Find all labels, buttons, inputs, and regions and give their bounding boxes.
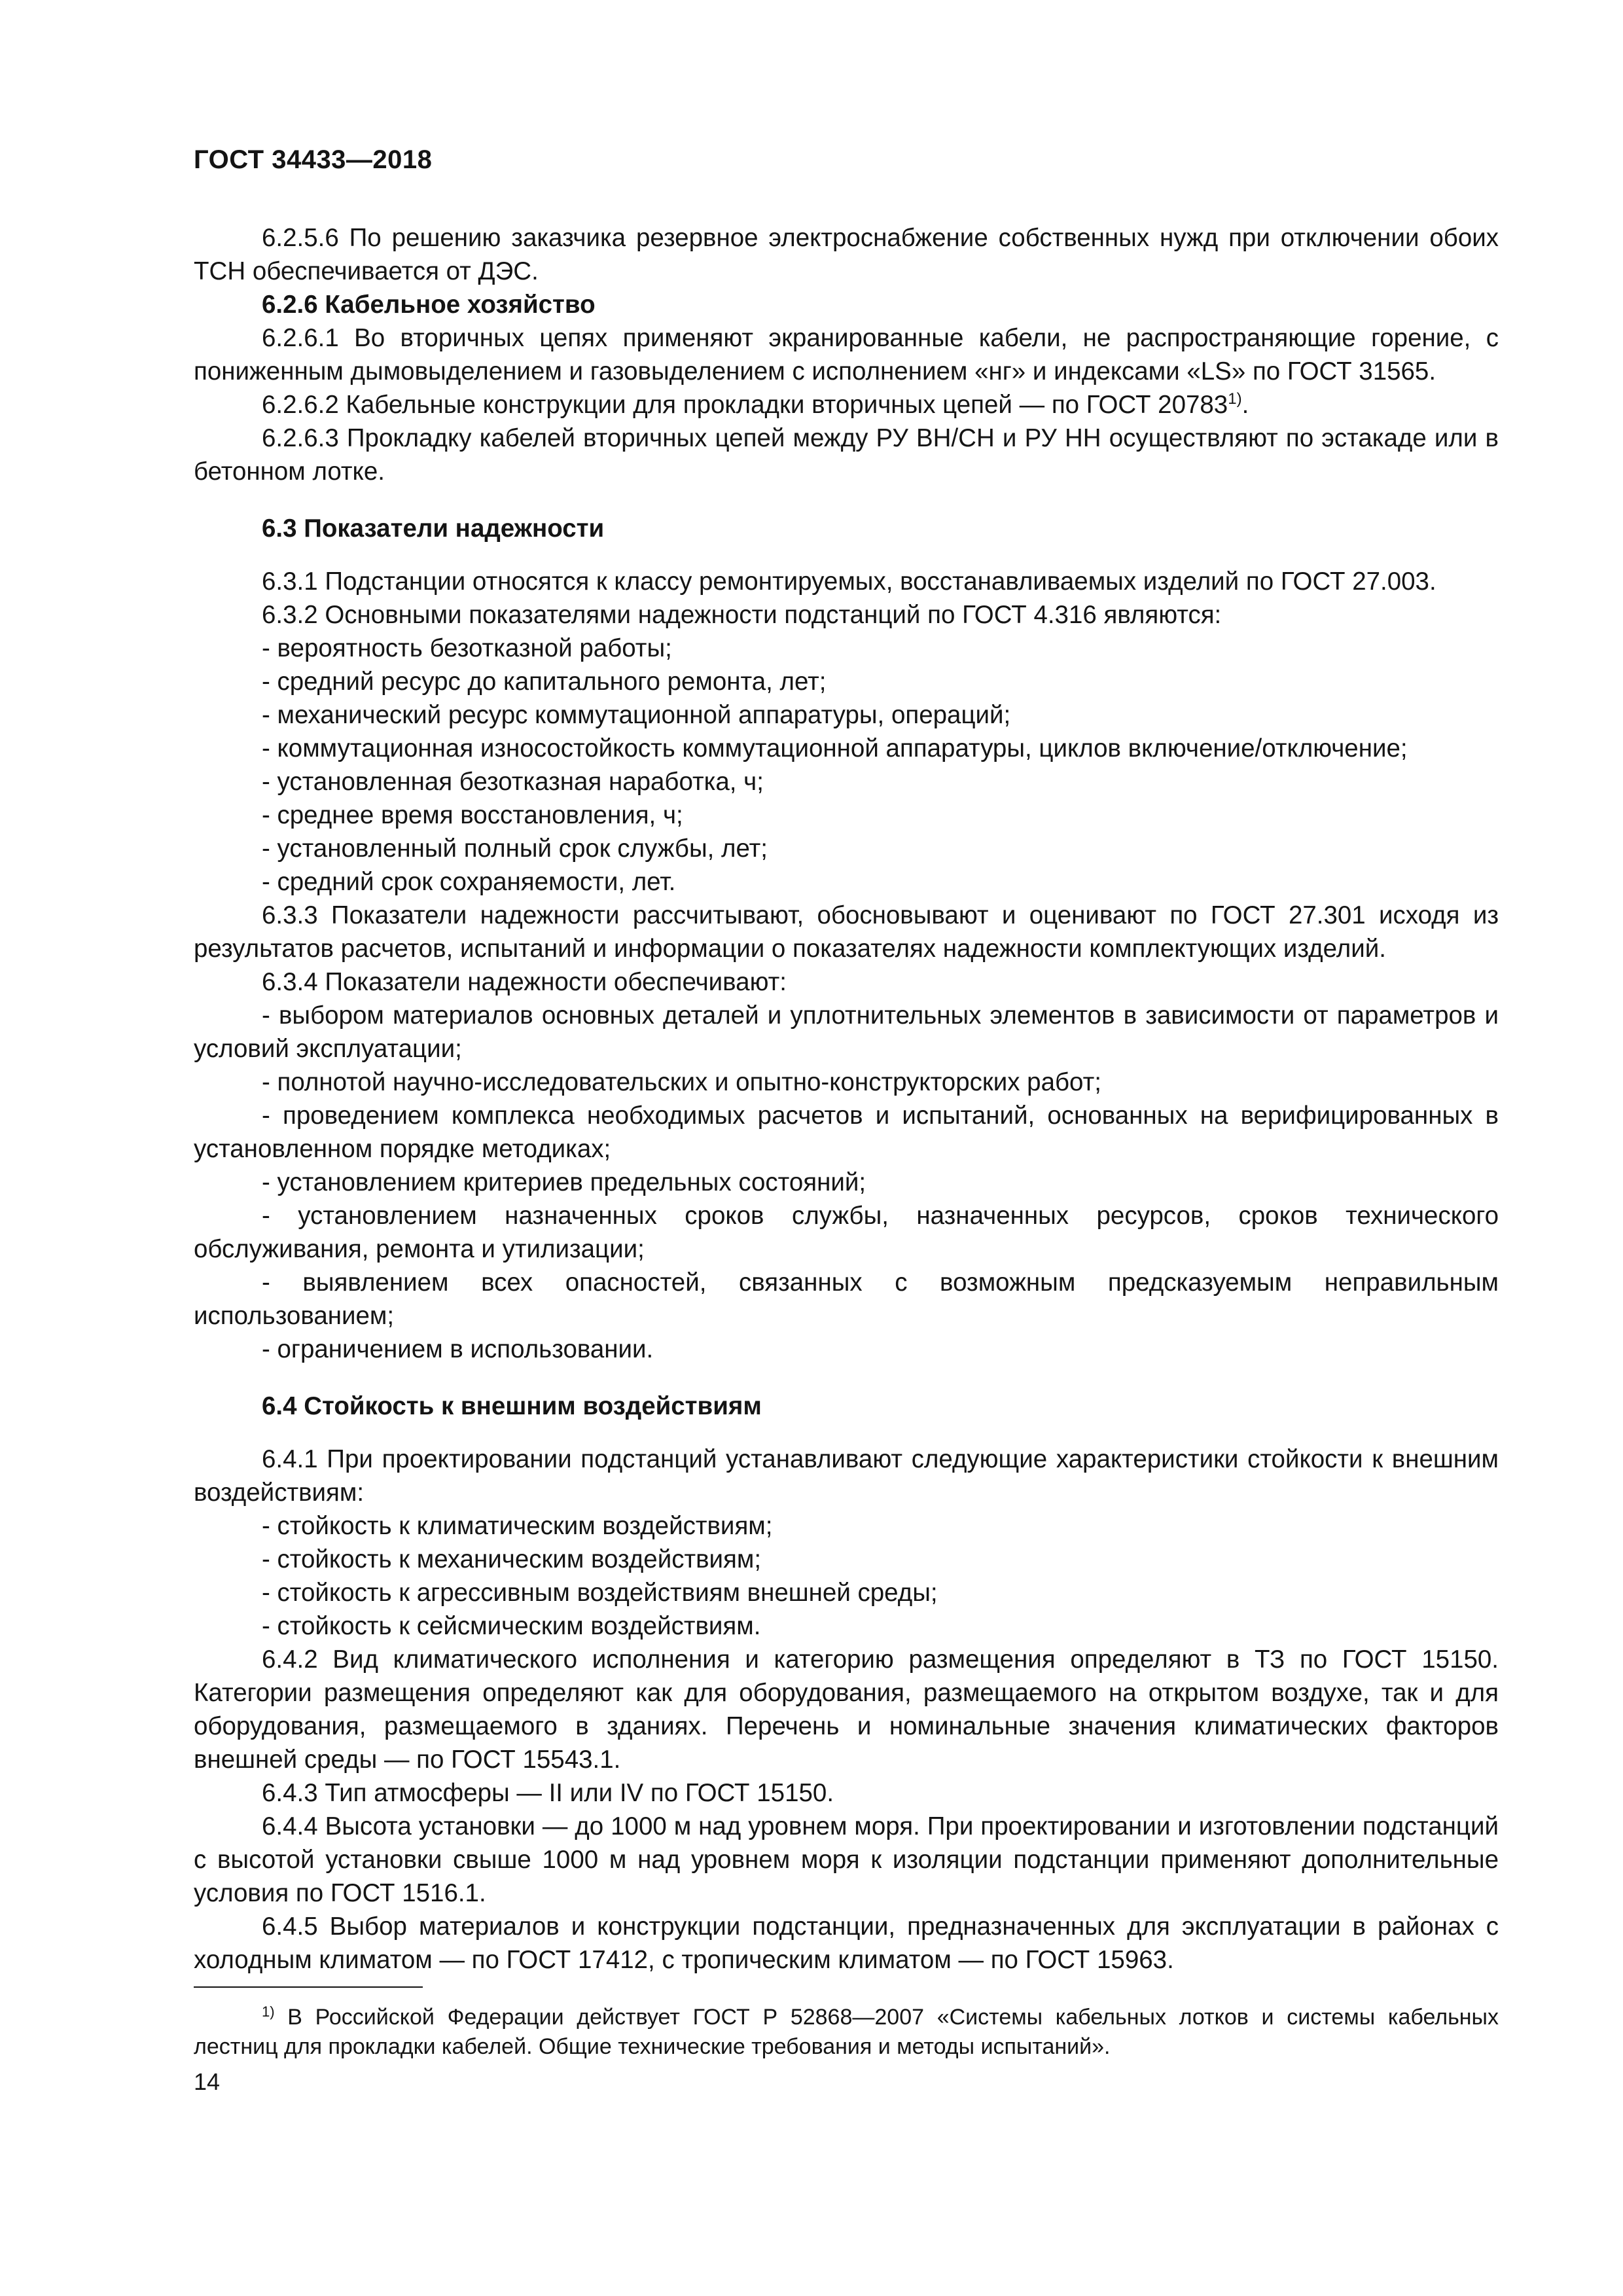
paragraph-6-3-3: 6.3.3 Показатели надежности рассчитывают, обосновывают и оценивают по ГОСТ 27.301 исходя из результатов расчетов, испытаний и информации о показателях надежности комплектующих изделий. <box>194 901 1499 963</box>
list-item: - выбором материалов основных деталей и уплотнительных элементов в зависимости от параметров и условий эксплуатации; <box>194 1001 1499 1063</box>
list-item: - стойкость к механическим воздействиям; <box>262 1545 762 1573</box>
paragraph-6-4-2: 6.4.2 Вид климатического исполнения и категорию размещения определяют в ТЗ по ГОСТ 15150. Категории размещения определяют как для оборудования, размещаемого на открытом воздухе, так и для оборудования, размещаемого в зданиях. Перечень и номинальные значения климатических факторов внешней среды — по ГОСТ 15543.1. <box>194 1645 1499 1774</box>
page-body <box>194 221 1499 1977</box>
paragraph-6-2-6-2 <box>194 388 1499 422</box>
list-item: - средний ресурс до капитального ремонта, лет; <box>262 668 827 696</box>
document-code-header: ГОСТ 34433—2018 <box>194 145 433 174</box>
list-item: - ограничением в использовании. <box>262 1335 654 1363</box>
paragraph-6-3-1: 6.3.1 Подстанции относятся к классу ремонтируемых, восстанавливаемых изделий по ГОСТ 27.003. <box>262 567 1436 596</box>
paragraph-6-4-3: 6.4.3 Тип атмосферы — II или IV по ГОСТ 15150. <box>262 1779 834 1807</box>
footnote-separator <box>194 1986 423 1988</box>
footnote-reference-1: 1) <box>1228 390 1242 408</box>
paragraph-6-3-2: 6.3.2 Основными показателями надежности подстанций по ГОСТ 4.316 являются: <box>262 601 1222 629</box>
list-item: - коммутационная износостойкость коммутационной аппаратуры, циклов включение/отключение; <box>262 734 1408 762</box>
paragraph-6-2-6-1: 6.2.6.1 Во вторичных цепях применяют экранированные кабели, не распространяющие горение, с пониженным дымовыделением и газовыделением с исполнением «нг» и индексами «LS» по ГОСТ 31565. <box>194 324 1499 386</box>
paragraph-6-3-4: 6.3.4 Показатели надежности обеспечивают: <box>262 968 787 996</box>
paragraph-6-2-6-2-end: . <box>1241 391 1249 419</box>
list-item: - стойкость к агрессивным воздействиям внешней среды; <box>262 1579 938 1607</box>
heading-6-3: 6.3 Показатели надежности <box>262 514 605 543</box>
list-item: - проведением комплекса необходимых расчетов и испытаний, основанных на верифицированных в установленном порядке методиках; <box>194 1102 1499 1163</box>
paragraph-6-2-6-3: 6.2.6.3 Прокладку кабелей вторичных цепей между РУ ВН/СН и РУ НН осуществляют по эстакаде или в бетонном лотке. <box>194 424 1499 486</box>
list-item: - полнотой научно-исследовательских и опытно-конструкторских работ; <box>262 1068 1101 1096</box>
list-item: - установленная безотказная наработка, ч; <box>262 768 764 796</box>
list-item: - установленный полный срок службы, лет; <box>262 834 768 863</box>
list-item: - стойкость к климатическим воздействиям; <box>262 1512 773 1540</box>
list-6-4-1 <box>194 1509 1499 1643</box>
footnote-marker: 1) <box>262 2003 275 2020</box>
list-item: - выявлением всех опасностей, связанных с возможным предсказуемым неправильным использованием; <box>194 1268 1499 1330</box>
list-6-3-4 <box>194 999 1499 1366</box>
paragraph-6-2-6-2-text: 6.2.6.2 Кабельные конструкции для прокладки вторичных цепей — по ГОСТ 20783 <box>262 391 1228 419</box>
list-item: - механический ресурс коммутационной аппаратуры, операций; <box>262 701 1011 729</box>
heading-6-4: 6.4 Стойкость к внешним воздействиям <box>262 1392 762 1420</box>
paragraph-6-2-5-6: 6.2.5.6 По решению заказчика резервное электроснабжение собственных нужд при отключении обоих ТСН обеспечивается от ДЭС. <box>194 224 1499 285</box>
footnote <box>194 2003 1499 2062</box>
list-item: - установлением критериев предельных состояний; <box>262 1168 866 1196</box>
heading-6-2-6: 6.2.6 Кабельное хозяйство <box>262 291 596 319</box>
list-item: - вероятность безотказной работы; <box>262 634 672 662</box>
list-item: - средний срок сохраняемости, лет. <box>262 868 676 896</box>
list-item: - среднее время восстановления, ч; <box>262 801 683 829</box>
paragraph-6-4-1: 6.4.1 При проектировании подстанций устанавливают следующие характеристики стойкости к внешним воздействиям: <box>194 1445 1499 1507</box>
footnote-text: В Российской Федерации действует ГОСТ Р 52868—2007 «Системы кабельных лотков и системы кабельных лестниц для прокладки кабелей. Общие технические требования и методы испытаний». <box>194 2005 1499 2059</box>
paragraph-6-4-4: 6.4.4 Высота установки — до 1000 м над уровнем моря. При проектировании и изготовлении подстанций с высотой установки свыше 1000 м над уровнем моря к изоляции подстанции применяют дополнительные условия по ГОСТ 1516.1. <box>194 1812 1499 1907</box>
list-6-3-2 <box>194 632 1499 899</box>
list-item: - установлением назначенных сроков службы, назначенных ресурсов, сроков технического обслуживания, ремонта и утилизации; <box>194 1202 1499 1263</box>
list-item: - стойкость к сейсмическим воздействиям. <box>262 1612 761 1640</box>
page-number: 14 <box>194 2068 221 2095</box>
paragraph-6-4-5: 6.4.5 Выбор материалов и конструкции подстанции, предназначенных для эксплуатации в районах с холодным климатом — по ГОСТ 17412, с тропическим климатом — по ГОСТ 15963. <box>194 1912 1499 1974</box>
